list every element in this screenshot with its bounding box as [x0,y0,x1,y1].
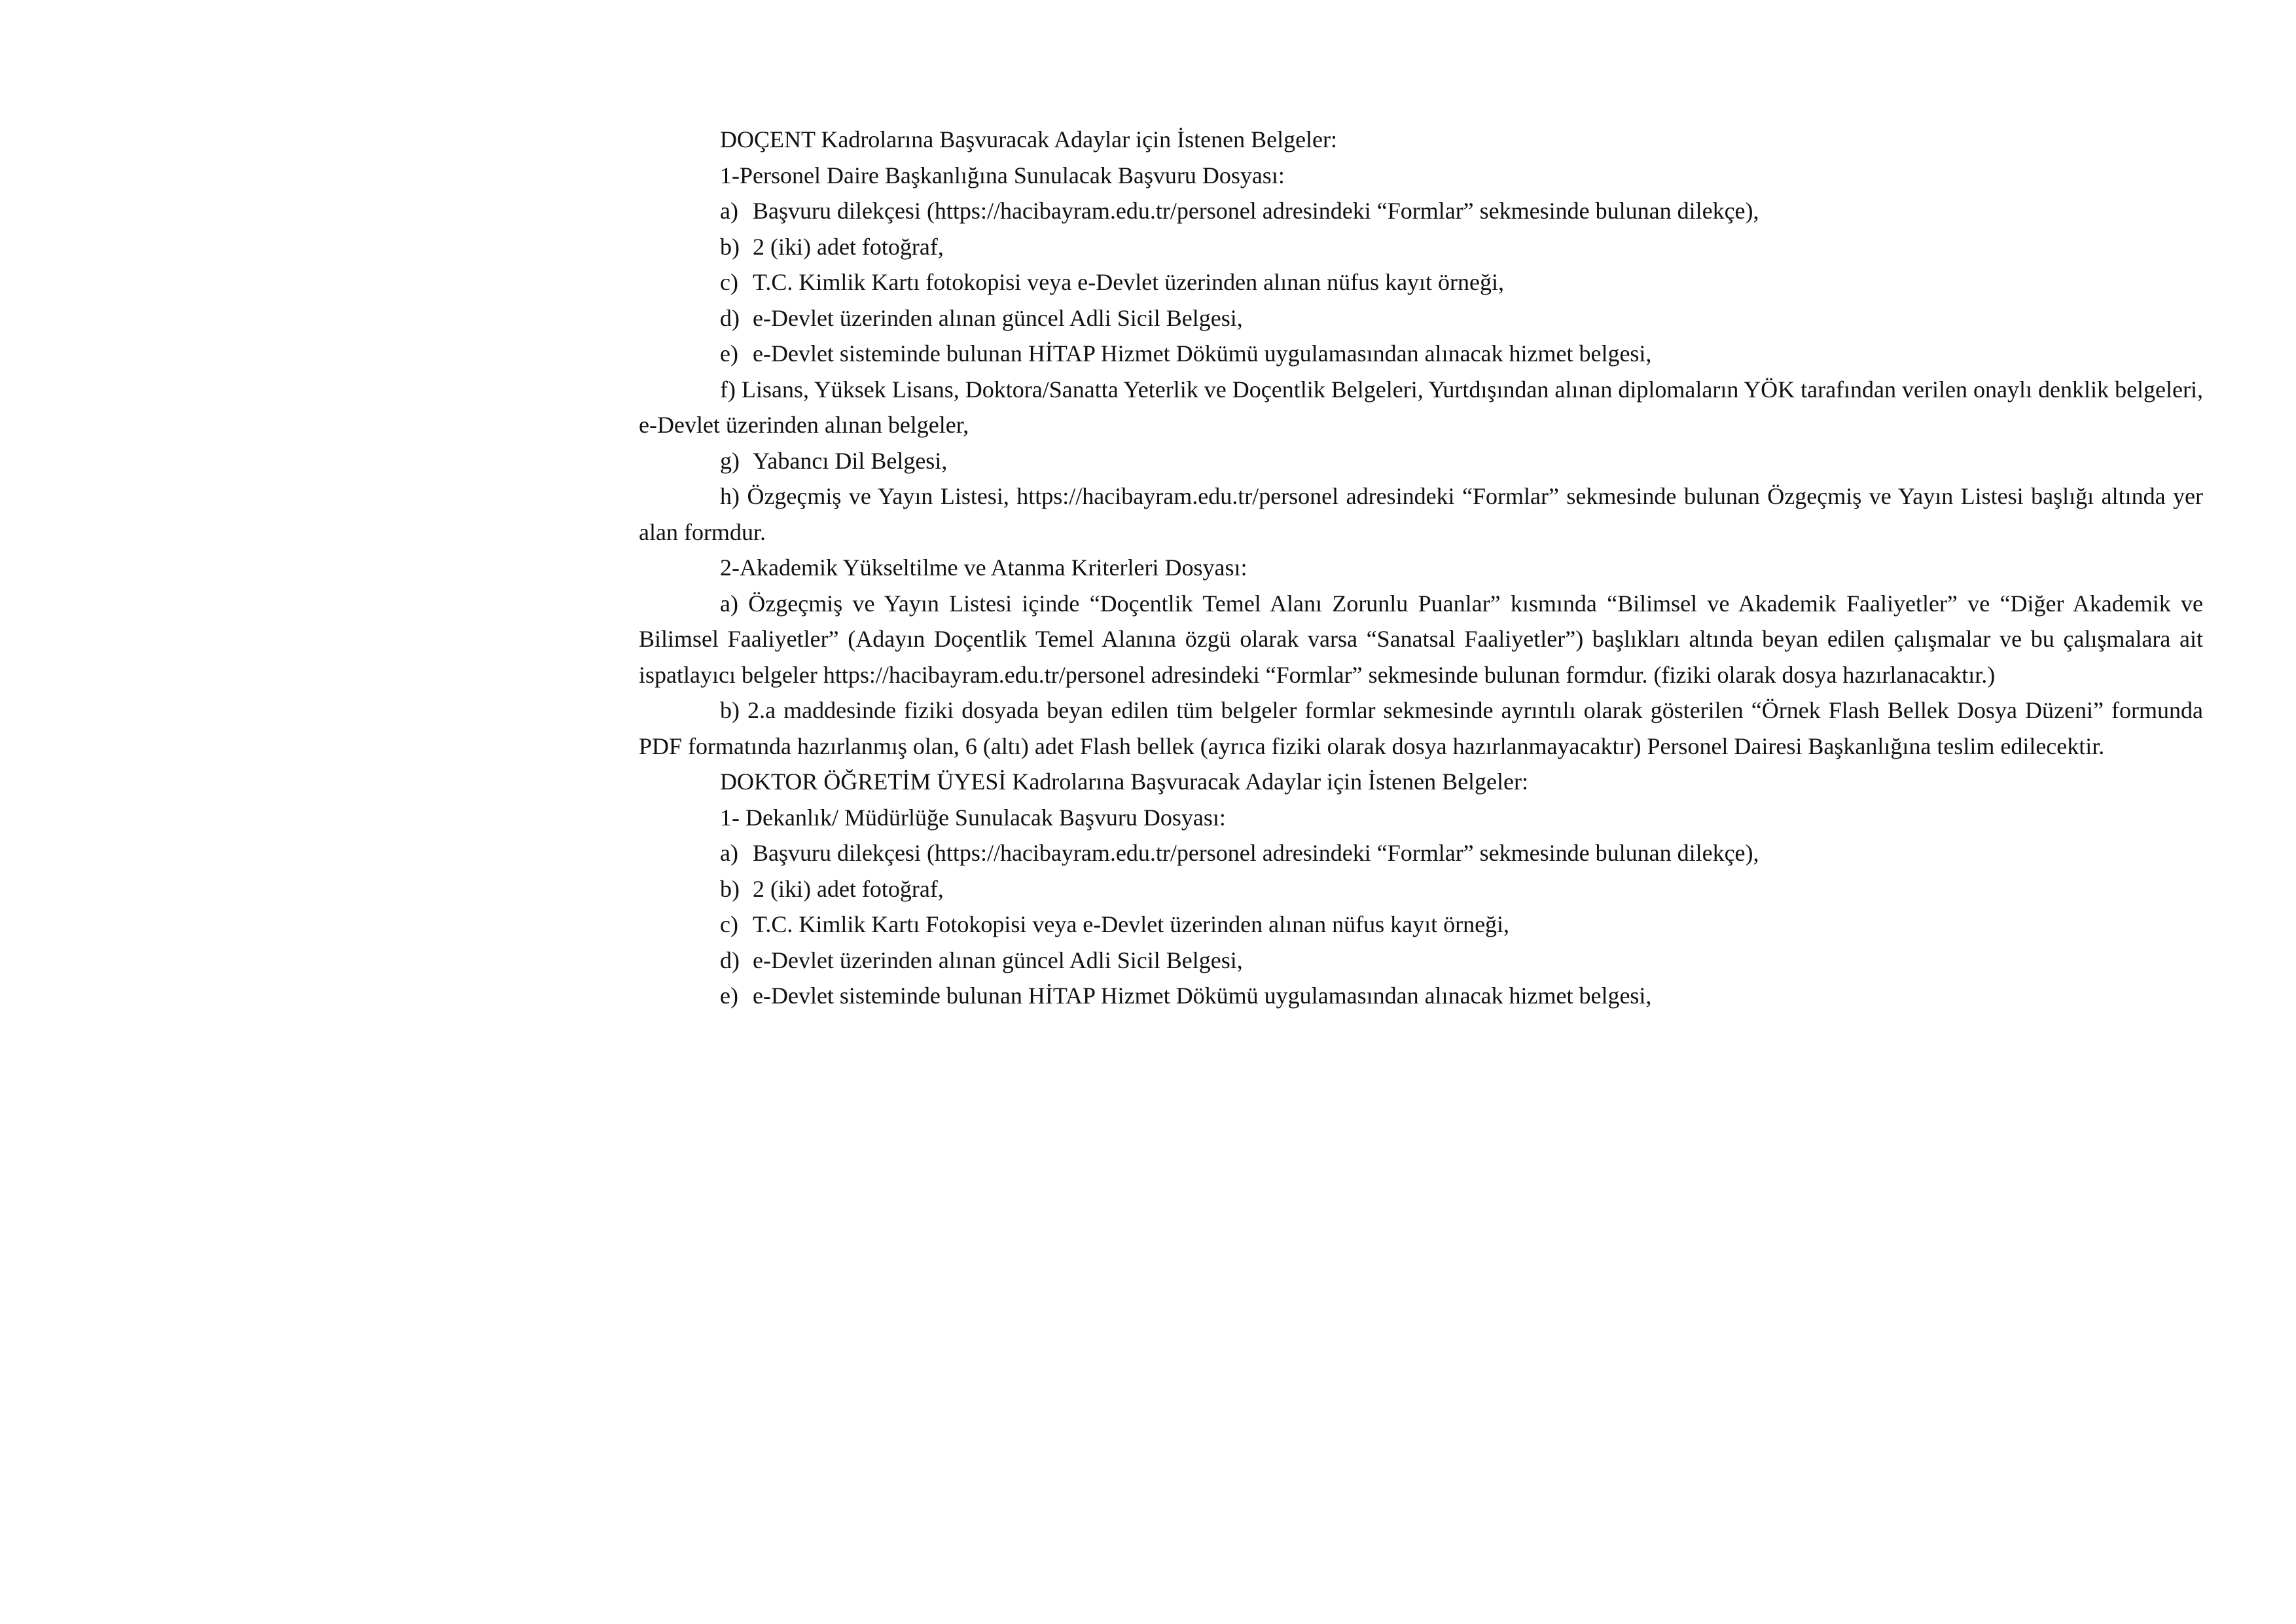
item-label: b) [720,233,740,260]
list-item [639,264,2203,300]
section-dou-1: 1- Dekanlık/ Müdürlüğe Sunulacak Başvuru Dosyası: [720,804,1226,831]
docent-2-item-b: b) 2.a maddesinde fiziki dosyada beyan edilen tüm belgeler formlar sekmesinde ayrıntılı olarak gösterilen “Örnek Flash Bellek Dosya Düzeni” formunda PDF formatında hazırlanmış olan, 6 (altı) adet Flash bellek (ayrıca fiziki olarak dosya hazırlanmayacaktır) Personel Dairesi Başkanlığına teslim edilecektir. [639,697,2203,759]
list-item [639,229,2203,265]
list-item [639,835,2203,871]
docent-item-f: f) Lisans, Yüksek Lisans, Doktora/Sanatta Yeterlik ve Doçentlik Belgeleri, Yurtdışından alınan diplomaların YÖK tarafından verilen onaylı denklik belgeleri, e-Devlet üzerinden alınan belgeler, [639,376,2203,438]
item-label: c) [720,911,738,937]
item-text: 2 (iki) adet fotoğraf, [753,233,944,260]
list-item [639,443,2203,479]
item-label: d) [720,304,740,331]
list-item [639,336,2203,372]
item-label: g) [720,447,740,474]
item-label: c) [720,269,738,295]
item-label: e) [720,983,738,1009]
item-text: T.C. Kimlik Kartı fotokopisi veya e-Devlet üzerinden alınan nüfus kayıt örneği, [753,269,1505,295]
item-text: e-Devlet üzerinden alınan güncel Adli Sicil Belgesi, [753,947,1243,973]
item-label: e) [720,340,738,367]
item-text: Yabancı Dil Belgesi, [753,447,948,474]
list-item [639,943,2203,979]
section-docent-2: 2-Akademik Yükseltilme ve Atanma Kriterleri Dosyası: [720,554,1247,581]
item-text: Başvuru dilekçesi (https://hacibayram.edu.tr/personel adresindeki “Formlar” sekmesinde bulunan dilekçe), [753,198,1759,224]
item-text: Başvuru dilekçesi (https://hacibayram.edu.tr/personel adresindeki “Formlar” sekmesinde bulunan dilekçe), [753,840,1759,866]
item-text: e-Devlet üzerinden alınan güncel Adli Sicil Belgesi, [753,304,1243,331]
document-body [639,122,2203,1014]
section-docent-1: 1-Personel Daire Başkanlığına Sunulacak Başvuru Dosyası: [720,162,1285,189]
heading-doktor-ogretim-uyesi: DOKTOR ÖĞRETİM ÜYESİ Kadrolarına Başvuracak Adaylar için İstenen Belgeler: [720,768,1529,795]
list-item [639,871,2203,907]
list-item [639,907,2203,943]
docent-item-h: h) Özgeçmiş ve Yayın Listesi, https://hacibayram.edu.tr/personel adresindeki “Formlar” sekmesinde bulunan Özgeçmiş ve Yayın Listesi başlığı altında yer alan formdur. [639,483,2203,545]
item-label: a) [720,198,738,224]
item-text: e-Devlet sisteminde bulunan HİTAP Hizmet Dökümü uygulamasından alınacak hizmet belgesi, [753,983,1652,1009]
heading-docent: DOÇENT Kadrolarına Başvuracak Adaylar için İstenen Belgeler: [720,126,1338,153]
docent-2-item-a: a) Özgeçmiş ve Yayın Listesi içinde “Doçentlik Temel Alanı Zorunlu Puanlar” kısmında “Bilimsel ve Akademik Faaliyetler” ve “Diğer Akademik ve Bilimsel Faaliyetler” (Adayın Doçentlik Temel Alanına özgü olarak varsa “Sanatsal Faaliyetler”) başlıkları altında beyan edilen çalışmalar ve bu çalışmalara ait ispatlayıcı belgeler https://hacibayram.edu.tr/personel adresindeki “Formlar” sekmesinde bulunan formdur. (fiziki olarak dosya hazırlanacaktır.) [639,590,2203,688]
item-text: T.C. Kimlik Kartı Fotokopisi veya e-Devlet üzerinden alınan nüfus kayıt örneği, [753,911,1510,937]
list-item [639,193,2203,229]
list-item [639,978,2203,1014]
item-text: 2 (iki) adet fotoğraf, [753,875,944,902]
item-text: e-Devlet sisteminde bulunan HİTAP Hizmet Dökümü uygulamasından alınacak hizmet belgesi, [753,340,1652,367]
item-label: d) [720,947,740,973]
list-item [639,300,2203,336]
item-label: a) [720,840,738,866]
item-label: b) [720,875,740,902]
